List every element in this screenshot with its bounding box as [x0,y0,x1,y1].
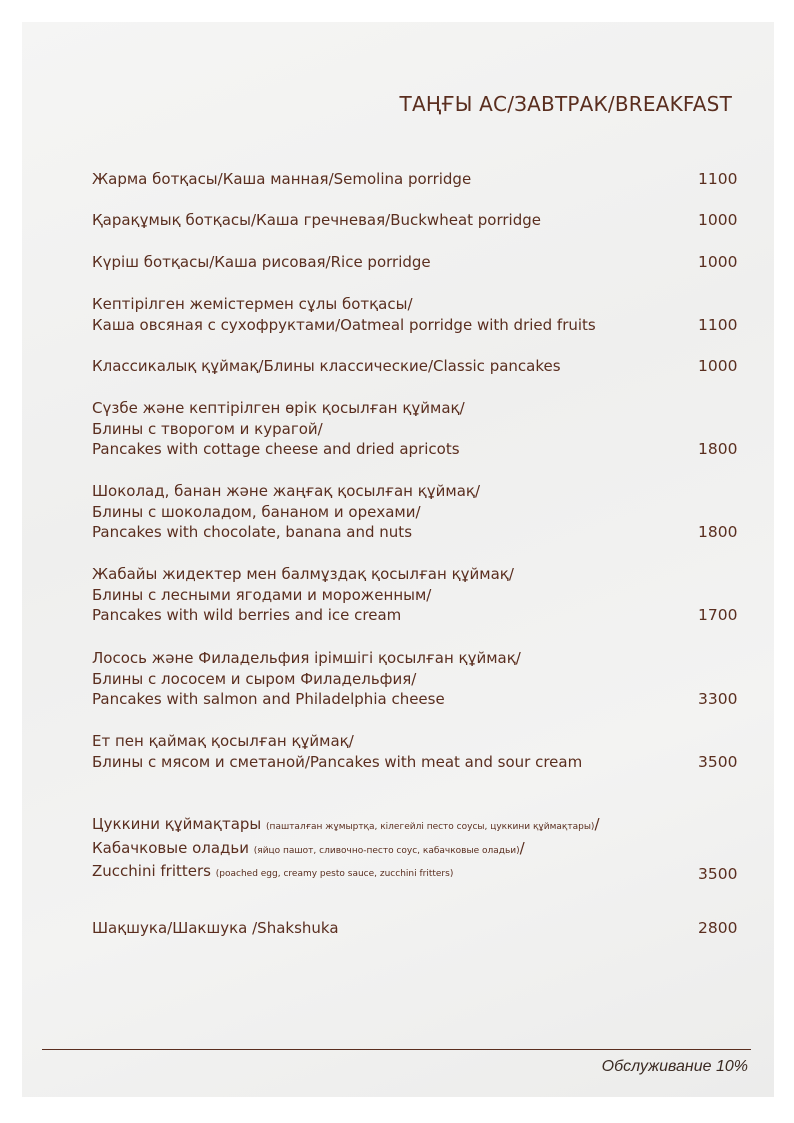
item-name: Цуккини құймақтары [92,815,262,833]
menu-item [92,169,742,190]
item-name: Блины с лососем и сыром Филадельфия/ [92,669,417,688]
item-name-line [92,838,742,862]
item-price: 1000 [698,357,738,375]
item-name: Блины с лесными ягодами и мороженным/ [92,585,432,604]
item-name: Pancakes with cottage cheese and dried apricots [92,440,460,458]
item-price: 1100 [698,315,738,334]
menu-item [92,918,742,939]
menu-item [92,294,742,335]
menu-item [92,731,742,772]
menu-title: ТАҢҒЫ АС/ЗАВТРАК/BREAKFAST [399,92,732,116]
item-name: Ет пен қаймақ қосылған құймақ/ [92,732,354,750]
item-name: Zucchini fritters [92,862,211,880]
menu-item [92,252,742,273]
item-price: 1000 [698,253,738,271]
item-name: Pancakes with salmon and Philadelphia cheese [92,690,445,708]
item-name: Блины с шоколадом, бананом и орехами/ [92,502,421,521]
item-name: Pancakes with chocolate, banana and nuts [92,523,413,541]
item-name: Классикалық құймақ/Блины классические/Classic pancakes [92,357,561,375]
menu-item [92,648,742,710]
item-separator: / [594,815,600,833]
item-name: Шақшука/Шакшука /Shakshuka [92,919,339,937]
item-name: Шоколад, банан және жаңғақ қосылған құймақ/ [92,482,481,500]
menu-item [92,210,742,231]
item-name: Блины с мясом и сметаной/Pancakes with meat and sour cream [92,752,583,771]
item-name: Кептірілген жемістермен сұлы ботқасы/ [92,295,413,313]
service-charge-note: Обслуживание 10% [601,1058,748,1075]
item-price: 1800 [698,440,738,458]
item-name: Күріш ботқасы/Каша рисовая/Rice porridge [92,253,431,271]
item-note: (пашталған жұмыртқа, кілегейлі песто соусы, цуккини құймақтары) [266,822,595,832]
item-separator: / [519,838,525,857]
item-name: Кабачковые оладьи [92,838,249,857]
menu-item [92,481,742,543]
menu-item [92,564,742,626]
item-price: 1000 [698,211,738,229]
item-name: Жарма ботқасы/Каша манная/Semolina porridge [92,170,472,188]
menu-item [92,356,742,377]
item-name: Сүзбе және кептірілген өрік қосылған құймақ/ [92,399,465,417]
item-price: 1100 [698,170,738,188]
item-name: Лосось және Филадельфия ірімшігі қосылған құймақ/ [92,649,521,667]
item-price: 3500 [698,752,738,771]
footer-divider [42,1049,751,1050]
item-price: 1800 [698,523,738,541]
menu-item [92,814,742,885]
item-price: 3500 [698,865,738,883]
item-name-line [92,861,742,885]
item-price: 2800 [698,919,738,937]
item-name: Блины с творогом и курагой/ [92,419,323,438]
menu-item [92,398,742,460]
item-name: Каша овсяная с сухофруктами/Oatmeal porridge with dried fruits [92,315,596,334]
item-note: (яйцо пашот, сливочно-песто соус, кабачковые оладьи) [253,845,520,856]
item-note: (poached egg, creamy pesto sauce, zucchini fritters) [215,869,454,879]
item-name: Қарақұмық ботқасы/Каша гречневая/Buckwheat porridge [92,211,541,229]
item-name: Жабайы жидектер мен балмұздақ қосылған құймақ/ [92,565,514,583]
item-name: Pancakes with wild berries and ice cream [92,606,402,624]
menu-page [22,22,774,1097]
item-price: 3300 [698,690,738,708]
item-name-line [92,814,742,838]
item-price: 1700 [698,606,738,624]
